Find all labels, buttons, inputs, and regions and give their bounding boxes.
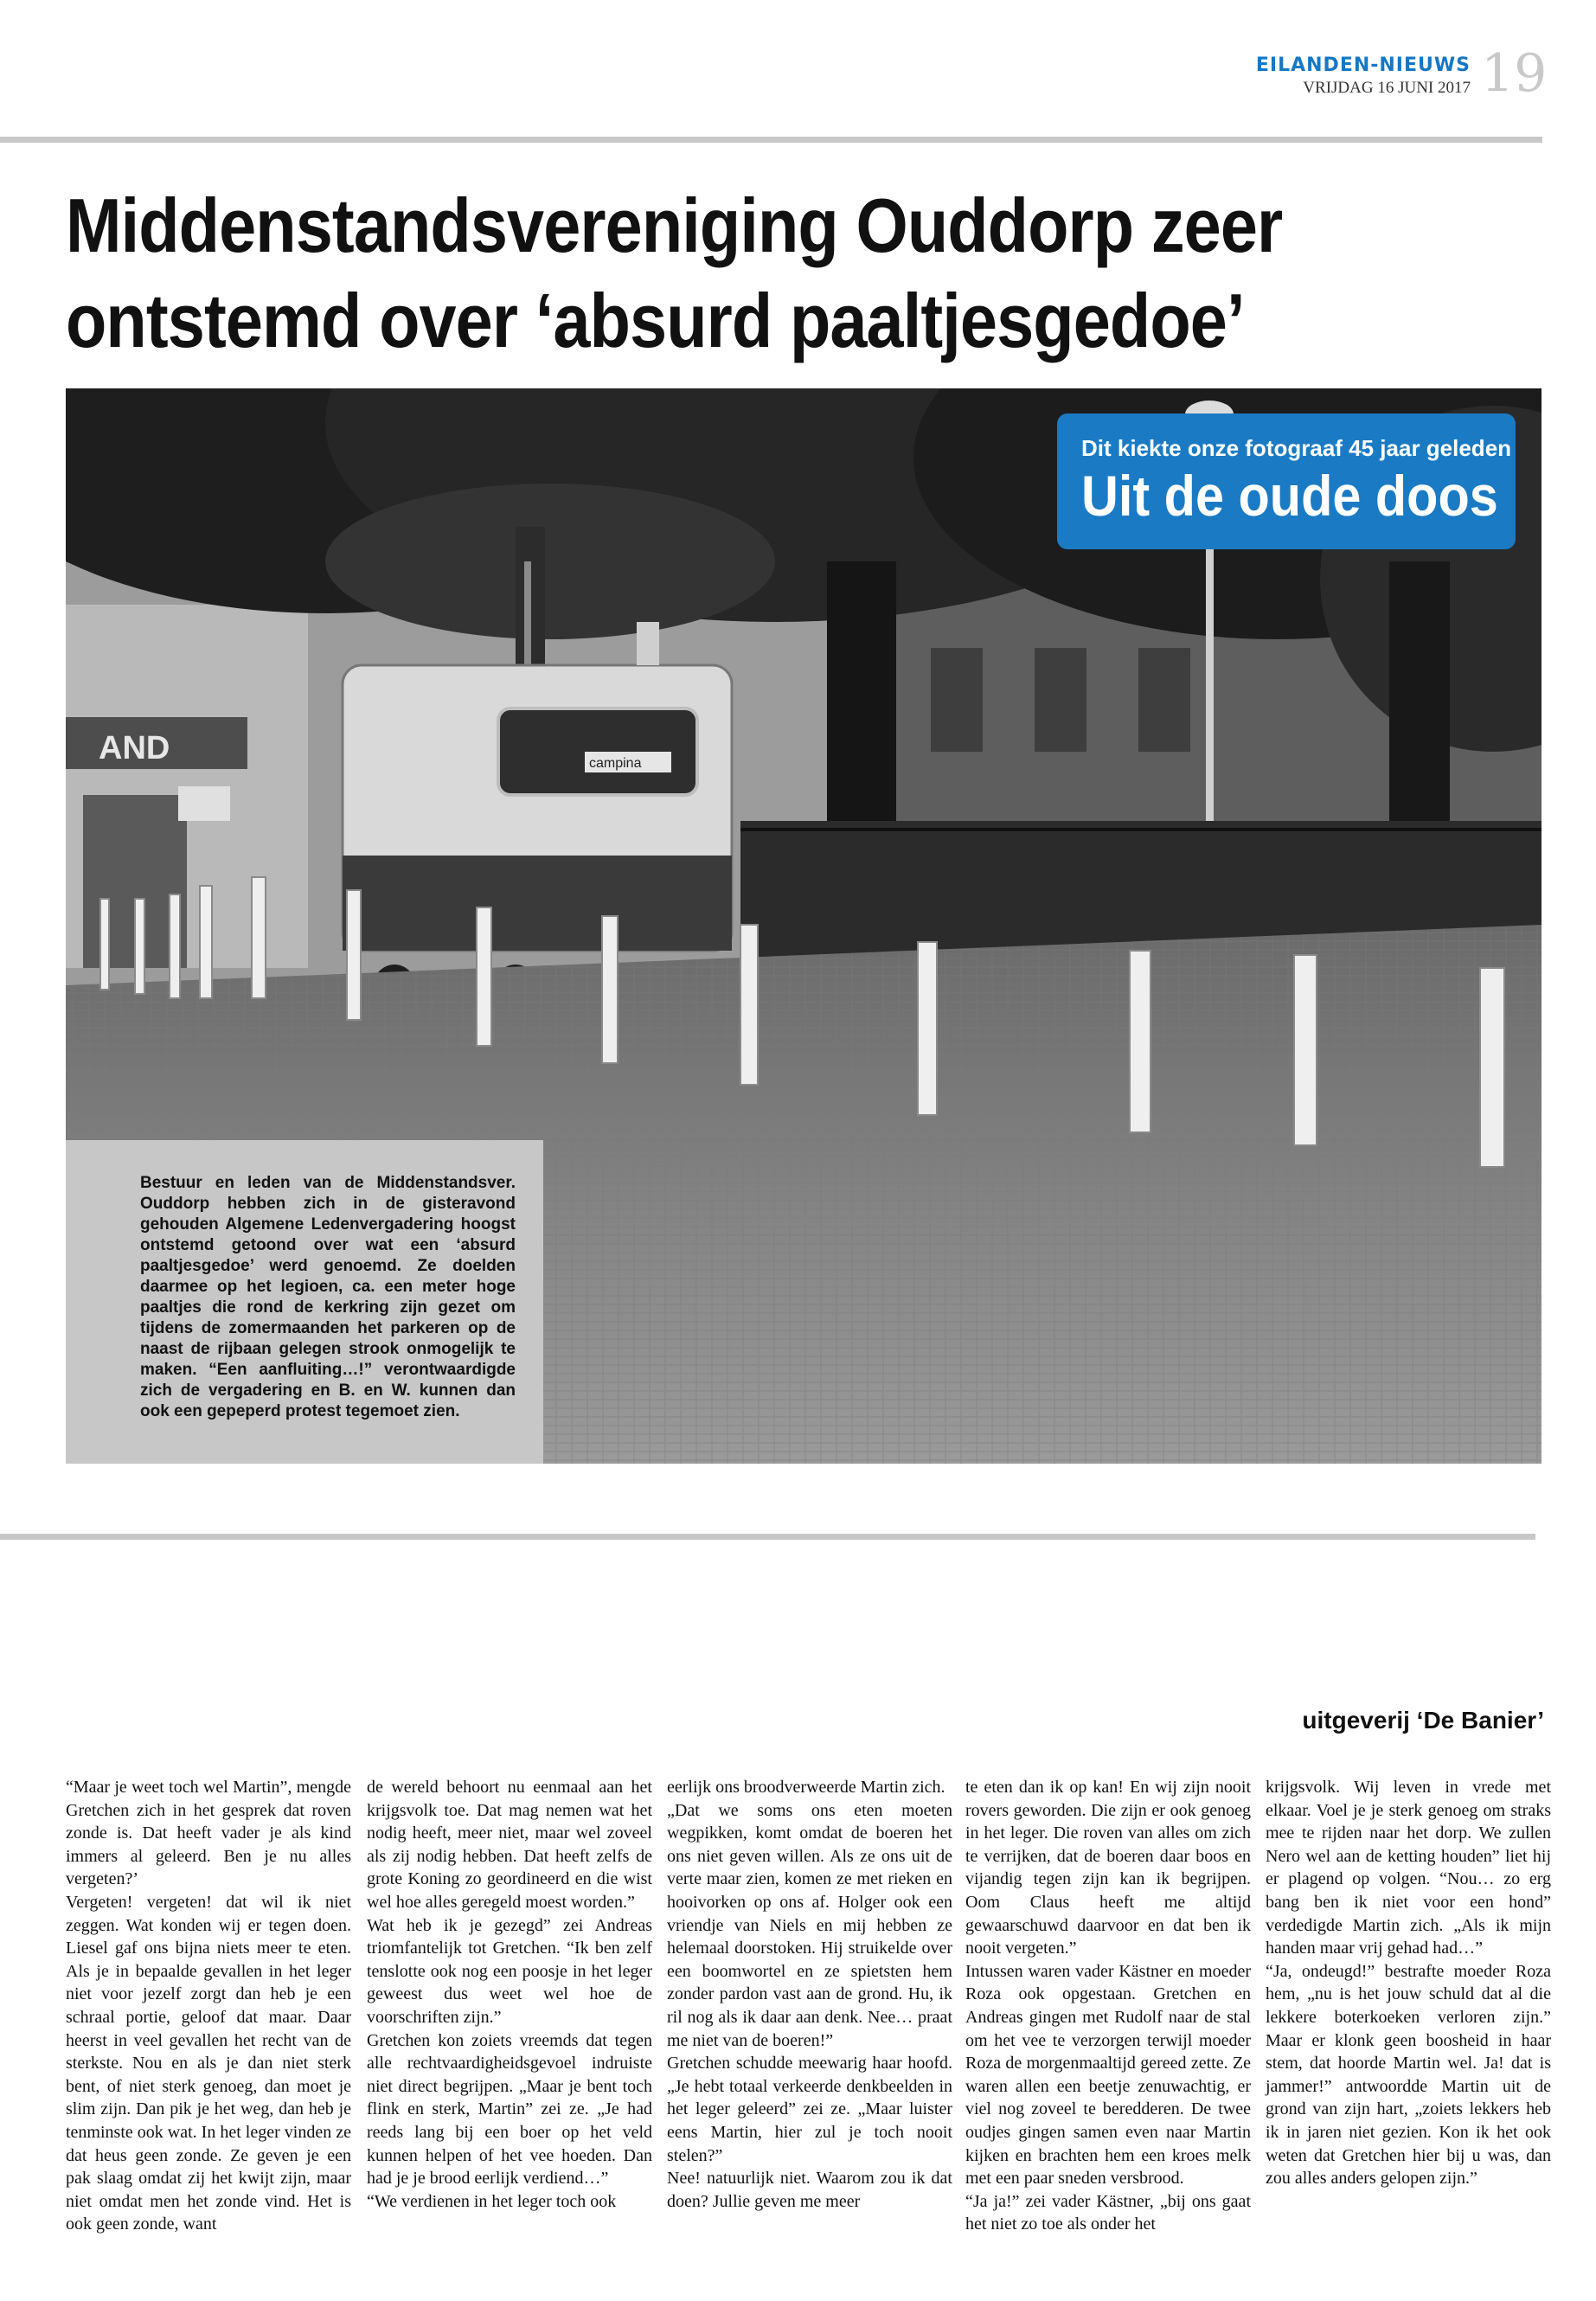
serial-column-3: [667, 1776, 952, 2213]
serial-paragraph: „Dat we soms ons eten moeten wegpikken, komt omdat de boeren het ons niet geven willen. Als ze ons uit de verte maar zien, komen ze met rieken en hooivorken op ons af. Holger ook een vriendje van Niels en mij hebben ze helemaal doorstoken. Hij struikelde over een boomwortel en ze spietsten hem zonder pardon vast aan de grond. Hu, ik ril nog als ik daar aan denk. Nee… praat me niet van de boeren!”: [667, 1800, 952, 2050]
promo-subtitle: Dit kiekte onze fotograaf 45 jaar geleden: [1081, 435, 1512, 461]
serial-paragraph: de wereld behoort nu eenmaal aan het krijgsvolk toe. Dat mag nemen wat het nodig heeft, meer niet, maar wel zoveel als zij nodig hebben. Dat heeft zelfs de grote Koning zo geordineerd en die wist wel hoe alles geregeld moest worden.”: [367, 1778, 652, 1912]
page-number: 19: [1481, 43, 1548, 104]
serial-paragraph: krijgsvolk. Wij leven in vrede met elkaar. Voel je je sterk genoeg om straks mee te rijden naar het dorp. We zullen Nero wel aan de ketting houden” liet hij er plagend op volgen. “Nou… zo erg bang ben ik niet voor een hond” verdedigde Martin zich. „Als ik mijn handen maar vrij gehad had…”: [1266, 1778, 1551, 1958]
photo-caption-box: [66, 1140, 543, 1464]
serial-paragraph: Wat heb ik je gezegd” zei Andreas triomfantelijk tot Gretchen. “Ik ben zelf tenslotte ook nog een poosje in het leger geweest dus weet wel hoe de voorschriften zijn.”: [367, 1915, 652, 2027]
photo-caption: Bestuur en leden van de Middenstandsver. Ouddorp hebben zich in de gisteravond gehouden Algemene Ledenvergadering hoogst ontstemd getoond over wat een ‘absurd paaltjesgedoe’ werd genoemd. Ze doelden daarmee op het legioen, ca. een meter hoge paaltjes die rond de kerkring zijn gezet om tijdens de zomermaanden het parkeren op de naast de rijbaan gelegen strook onmogelijk te maken. “Een aanfluiting…!” verontwaardigde zich de vergadering en B. en W. kunnen dan ook een gepeperd protest tegemoet zien.: [140, 1174, 516, 1420]
serial-paragraph: “Ja, ondeugd!” bestrafte moeder Roza hem, „nu is het jouw schuld dat al die lekkere boterkoeken verloren zijn.” Maar er klonk geen boosheid in haar stem, dat hoorde Martin wel. Ja! dat is jammer!” antwoordde Martin uit de grond van zijn hart, „zoiets lekkers heb ik in jaren niet gezien. Kon ik het ook weten dat Gretchen hier bij u was, dan zou alles anders gelopen zijn.”: [1266, 1961, 1551, 2189]
serial-paragraph: Gretchen kon zoiets vreemds dat tegen alle rechtvaardigheidsgevoel indruiste niet direct begrijpen. „Maar je bent toch flink en sterk, Martin” zei ze. „Je had reeds lang bij een boer op het veld kunnen helpen of het vee hoeden. Dan had je je brood eerlijk verdiend…”: [367, 2030, 652, 2189]
serial-paragraph: Vergeten! vergeten! dat wil ik niet zeggen. Wat konden wij er tegen doen. Liesel gaf ons bijna niets meer te eten. Als je in bepaalde gevallen in het leger niet voor jezelf zorgt dan heb je een schraal portie, geloof dat maar. Daar heerst in veel gevallen het recht van de sterkste. Nou en als je dan niet sterk bent, of niet sterk genoeg, dan moet je slim zijn. Dan pik je het weg, dan heb je tenminste ook wat. In het leger vinden ze dat heus geen zonde. Ze geven je een pak slaag omdat zij het kwijt zijn, maar niet omdat men het zonde vind. Het is ook geen zonde, want: [66, 1892, 351, 2234]
serial-paragraph: eerlijk ons broodverweerde Martin zich.: [667, 1778, 945, 1797]
caravan-sign-text: campina: [589, 756, 642, 771]
issue-date: VRIJDAG 16 JUNI 2017: [1303, 79, 1471, 97]
serial-paragraph: “We verdienen in het leger toch ook: [367, 2191, 617, 2211]
serial-publisher: uitgeverij ‘De Banier’: [1302, 1707, 1544, 1734]
serial-paragraph: “Maar je weet toch wel Martin”, mengde Gretchen zich in het gesprek dat roven zonde is. Dat heeft vader je als kind immers al geleerd. Ben je nu alles vergeten?’: [66, 1778, 351, 1889]
publication-logo: EILANDEN-NIEUWS: [1255, 54, 1471, 76]
serial-paragraph: “Ja ja!” zei vader Kästner, „bij ons gaat het niet zo toe als onder het: [965, 2191, 1251, 2234]
section-divider: [0, 1534, 1535, 1540]
serial-column-1: [66, 1776, 351, 2236]
masthead: [1211, 54, 1471, 99]
serial-column-4: [965, 1776, 1251, 2236]
serial-paragraph: te eten dan ik op kan! En wij zijn nooit rovers geworden. Die zijn er ook genoeg in het leger. Die roven van alles om zich te verrijken, dat de boeren daar boos en vijandig tegen zijn kan ik begrijpen. Oom Claus heeft me altijd gewaarschuwd daarvoor en dat ben ik nooit vergeten.”: [965, 1778, 1251, 1958]
serial-paragraph: Gretchen schudde meewarig haar hoofd. „Je hebt totaal verkeerde denkbeelden in het leger geleerd” zei ze. „Maar luister eens Martin, hier zul je toch nooit stelen?”: [667, 2054, 952, 2165]
serial-paragraph: Intussen waren vader Kästner en moeder Roza ook opgestaan. Gretchen en Andreas gingen met Rudolf naar de stal om het vee te verzorgen terwijl moeder Roza de morgenmaaltijd gereed zette. Ze waren allen een beetje zenuwachtig, er viel nog zoveel te beredderen. De twee oudjes gingen samen even naar Martin kijken en brachten hem een kroes melk met een paar sneden versbrood.: [965, 1961, 1251, 2189]
retro-promo-box: [1057, 413, 1516, 549]
shop-sign-text: AND: [99, 730, 170, 766]
top-divider: [0, 137, 1542, 143]
article-headline: Middenstandsvereniging Ouddorp zeer ontstemd over ‘absurd paaltjesgedoe’: [66, 183, 1283, 363]
serial-column-5: [1266, 1776, 1551, 2190]
promo-title: Uit de oude doos: [1081, 464, 1498, 528]
serial-paragraph: Nee! natuurlijk niet. Waarom zou ik dat doen? Jullie geven me meer: [667, 2169, 952, 2211]
serial-column-2: [367, 1776, 652, 2213]
